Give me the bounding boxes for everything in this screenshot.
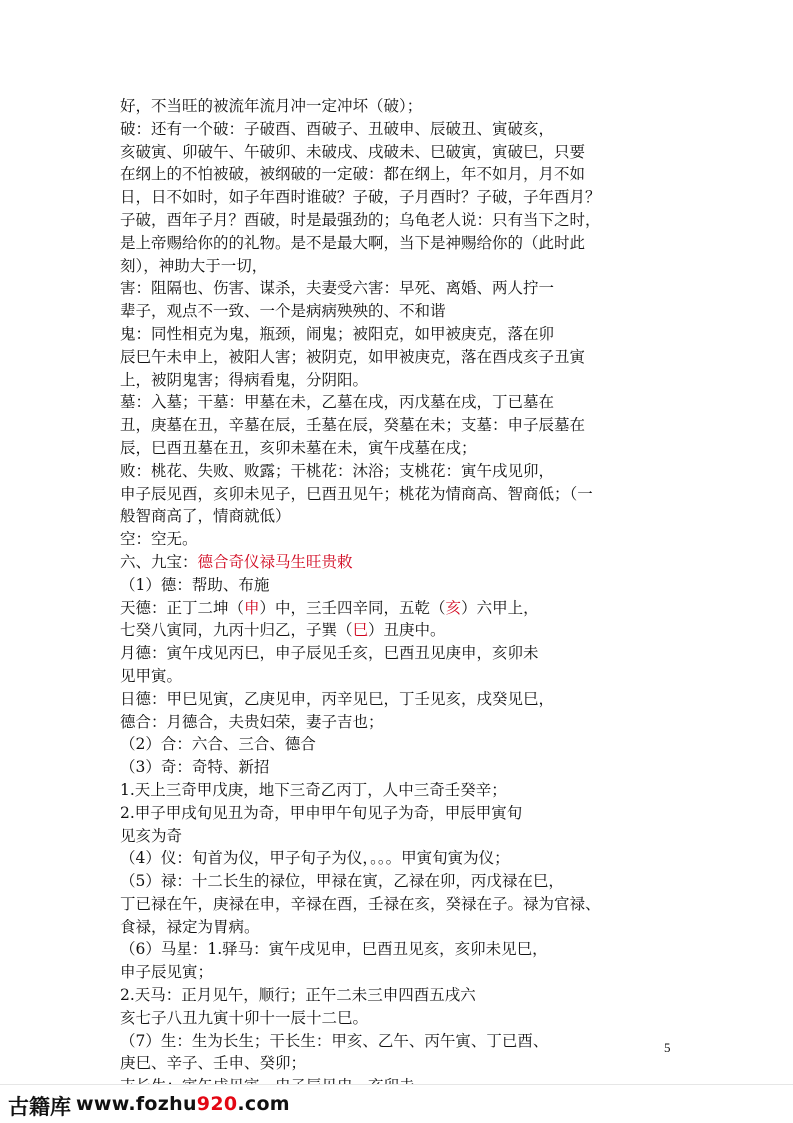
text-line (120, 1030, 640, 1053)
text-segment: 见甲寅。 (120, 666, 183, 685)
text-line (120, 118, 640, 141)
text-segment: 墓：入墓；干墓：甲墓在未，乙墓在戌，丙戊墓在戌，丁已墓在 (120, 393, 555, 412)
footer-url-prefix: www.fozhu (76, 1093, 197, 1115)
text-line (120, 1007, 640, 1030)
text-segment: 德合：月德合，夫贵妇荣，妻子吉也； (120, 712, 384, 731)
text-segment: 败：桃花、失败、败露；干桃花：沐浴；支桃花：寅午戌见卯， (120, 461, 555, 480)
highlighted-text: 巳 (352, 621, 369, 640)
text-segment: 2.甲子甲戌旬见丑为奇，甲申甲午旬见子为奇，甲辰甲寅旬 (120, 803, 523, 822)
text-line (120, 642, 640, 665)
text-line (120, 323, 640, 346)
document-body (120, 95, 640, 1098)
highlighted-text: 申 (244, 598, 260, 617)
text-segment: ）中，三壬四辛同，五乾（ (259, 598, 446, 617)
text-line (120, 688, 640, 711)
text-line (120, 460, 640, 483)
text-segment: 在纲上的不怕被破，被纲破的一定破：都在纲上，年不如月，月不如 (120, 165, 586, 184)
text-line (120, 847, 640, 870)
text-segment: 食禄，禄定为胃病。 (120, 917, 260, 936)
text-segment: ）六甲上， (461, 598, 539, 617)
text-line (120, 711, 640, 734)
text-segment: 空：空无。 (120, 530, 198, 549)
text-line (120, 574, 640, 597)
text-segment: 庚巳、辛子、壬申、癸卯； (120, 1054, 307, 1073)
text-segment: 七癸八寅同，九丙十归乙，子巽（ (120, 621, 353, 640)
footer-url-suffix: .com (237, 1093, 290, 1115)
text-line (120, 141, 640, 164)
text-segment: （7）生：生为长生；干长生：甲亥、乙午、丙午寅、丁已酉、 (120, 1031, 549, 1050)
text-segment: （4）仪：旬首为仪，甲子旬子为仪，。。。甲寅旬寅为仪； (120, 849, 510, 868)
text-segment: 丑，庚墓在丑，辛墓在辰，壬墓在辰，癸墓在未；支墓：申子辰墓在 (120, 416, 586, 435)
text-line (120, 255, 640, 278)
text-segment: 般智商高了，情商就低） (120, 507, 291, 526)
text-line (120, 437, 640, 460)
text-segment: （3）奇：奇特、新招 (120, 758, 270, 777)
text-segment: 日德：甲巳见寅，乙庚见申，丙辛见巳，丁壬见亥，戌癸见巳， (120, 689, 555, 708)
text-line (120, 733, 640, 756)
highlighted-text: 德合奇仪禄马生旺贵敕 (197, 552, 353, 571)
text-line (120, 984, 640, 1007)
text-segment: 亥七子八丑九寅十卯十一辰十二巳。 (120, 1008, 369, 1027)
text-line (120, 870, 640, 893)
text-segment: 好，不当旺的被流年流月冲一定冲坏（破）； (120, 97, 423, 115)
highlighted-text: 亥 (445, 598, 462, 617)
text-segment: 上，被阴鬼害；得病看鬼，分阴阳。 (120, 370, 369, 389)
text-line (120, 209, 640, 232)
text-line (120, 528, 640, 551)
text-segment: （6）马星：1.驿马：寅午戌见申，巳酉丑见亥，亥卯未见巳， (120, 940, 548, 959)
text-line (120, 186, 640, 209)
text-segment: 鬼：同性相克为鬼，瓶颈，闹鬼；被阳克，如甲被庚克，落在卯 (120, 324, 555, 343)
text-line (120, 414, 640, 437)
text-line (120, 597, 640, 620)
text-line (120, 756, 640, 779)
text-line (120, 369, 640, 392)
footer-url[interactable] (76, 1093, 290, 1115)
text-segment: 申子辰见酉，亥卯未见子，巳酉丑见午；桃花为情商高、智商低；（一 (120, 484, 593, 503)
text-segment: 六、九宝： (120, 552, 198, 571)
text-segment: 1.天上三奇甲戊庚，地下三奇乙丙丁，人中三奇壬癸辛； (120, 780, 507, 799)
text-segment: （2）合：六合、三合、德合 (120, 735, 316, 754)
text-line (120, 665, 640, 688)
text-segment: 是上帝赐给你的的礼物。是不是最大啊，当下是神赐给你的（此时此 (120, 233, 586, 252)
text-segment: 刻），神助大于一切， (120, 256, 268, 275)
text-segment: 月德：寅午戌见丙巳，申子辰见壬亥，巳酉丑见庚申，亥卯未 (120, 644, 539, 663)
text-segment: 辰巳午未申上，被阳人害；被阴克，如甲被庚克，落在酉戌亥子丑寅 (120, 347, 586, 366)
text-line (120, 346, 640, 369)
text-line (120, 300, 640, 323)
text-line (120, 1052, 640, 1075)
text-segment: 见亥为奇 (120, 826, 183, 845)
text-line (120, 802, 640, 825)
text-segment: 日，日不如时，如子年酉时谁破？子破，子月酉时？子破，子年酉月？ (120, 188, 601, 207)
footer-brand: 古籍库 (8, 1095, 71, 1119)
text-line (120, 551, 640, 574)
text-line (120, 277, 640, 300)
text-segment: 辈子，观点不一致、一个是病病殃殃的、不和谐 (120, 302, 446, 321)
text-segment: 2.天马：正月见午，顺行；正午二未三申四酉五戌六 (120, 986, 476, 1005)
text-line (120, 483, 640, 506)
text-line (120, 619, 640, 642)
text-line (120, 391, 640, 414)
text-segment: 天德：正丁二坤（ (120, 598, 245, 617)
text-segment: 辰，巳酉丑墓在丑，亥卯未墓在未，寅午戌墓在戌； (120, 438, 477, 457)
text-line (120, 779, 640, 802)
text-line (120, 961, 640, 984)
text-segment: 亥破寅、卯破午、午破卯、未破戌、戌破未、巳破寅，寅破巳，只要 (120, 142, 586, 161)
text-line (120, 163, 640, 186)
footer-url-accent: 920 (196, 1093, 238, 1115)
text-segment: （5）禄：十二长生的禄位，甲禄在寅，乙禄在卯，丙戊禄在巳， (120, 872, 564, 891)
text-segment: ）丑庚中。 (368, 621, 446, 640)
text-line (120, 938, 640, 961)
text-line (120, 825, 640, 848)
text-segment: 害：阻隔也、伤害、谋杀，夫妻受六害：早死、离婚、两人拧一 (120, 279, 555, 298)
footer-watermark-bar (0, 1084, 793, 1123)
text-segment: 子破，酉年子月？酉破，时是最强劲的；乌龟老人说：只有当下之时， (120, 210, 601, 229)
text-line (120, 232, 640, 255)
text-line (120, 916, 640, 939)
text-line (120, 505, 640, 528)
page-number: 5 (664, 1040, 671, 1055)
text-line (120, 893, 640, 916)
text-segment: （1）德：帮助、布施 (120, 575, 270, 594)
text-line (120, 95, 640, 118)
text-segment: 破：还有一个破：子破酉、酉破子、丑破申、辰破丑、寅破亥， (120, 119, 555, 138)
text-segment: 申子辰见寅； (120, 963, 214, 982)
text-segment: 丁已禄在午，庚禄在申，辛禄在酉，壬禄在亥，癸禄在子。禄为官禄、 (120, 894, 601, 913)
